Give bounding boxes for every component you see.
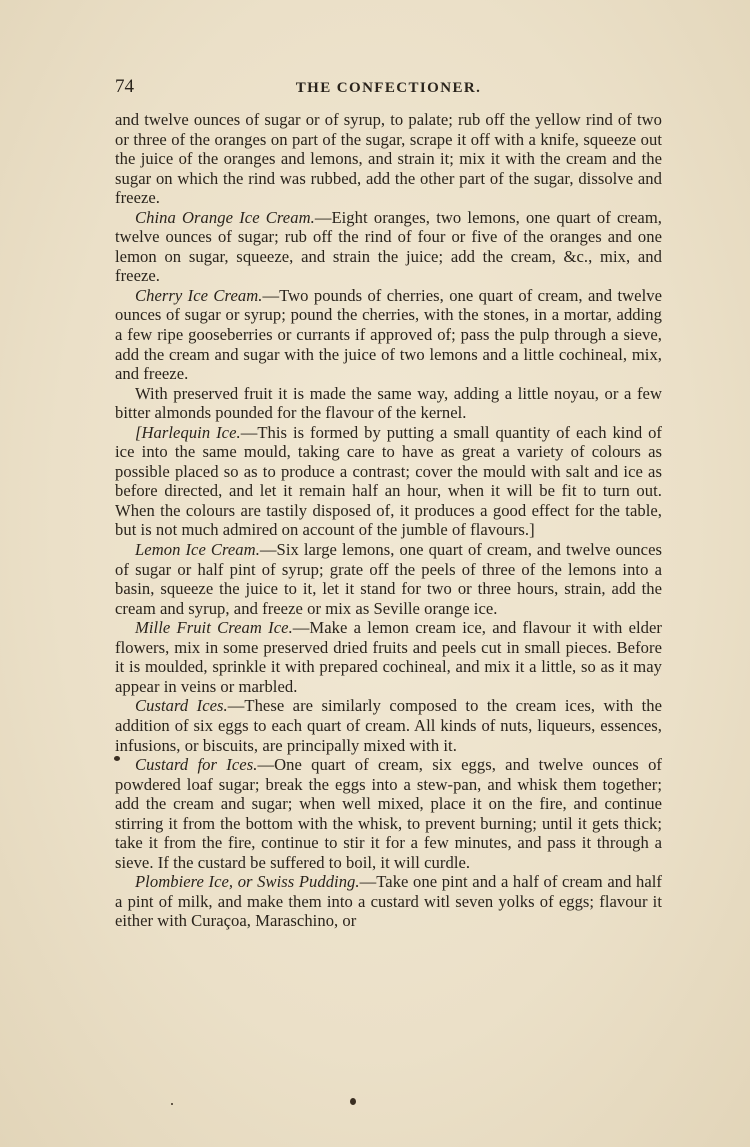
paragraph-text: and twelve ounces of sugar or of syrup, to palate; rub off the yellow rind of two or three of the oranges on part of the sugar, scrape it off with a knife, squeeze out the juice of the oranges and lemons, and strain it; mix it with the cream and the sugar on which the rind was rubbed, add the other part of the sugar, dissolve and freeze. xyxy=(115,110,662,208)
recipe-harlequin-ice xyxy=(115,423,662,540)
paragraph-preserved-fruit xyxy=(115,384,662,423)
recipe-text: —Eight oranges, two lemons, one quart of cream, twelve ounces of sugar; rub off the rind of four or five of the oranges and one lemon on sugar, squeeze, and strain the juice; add the cream, &c., mix, and freeze. xyxy=(115,207,662,286)
recipe-text: —This is formed by putting a small quantity of each kind of ice into the same mould, taking care to have as great a variety of colours as possible placed so as to produce a contrast; cover the mould with salt and ice as before directed, and let it remain half an hour, when it will be fit to turn out. When the colours are tastily disposed of, it produces a good effect for the table, but is not much admired on account of the jumble of flavours.] xyxy=(115,422,662,540)
page-number: 74 xyxy=(115,76,134,97)
recipe-mille-fruit-cream-ice xyxy=(115,618,662,696)
recipe-title: China Orange Ice Cream. xyxy=(135,207,315,227)
recipe-title: Plombiere Ice, or Swiss Pudding. xyxy=(135,872,360,892)
ink-speck xyxy=(114,756,120,761)
body-text xyxy=(115,110,662,931)
recipe-text: —Take one pint and a half of cream and half a pint of milk, and make them into a custard witl seven yolks of eggs; flavour it either with Curaçoa, Maraschino, or xyxy=(115,872,662,931)
recipe-plombiere-ice xyxy=(115,872,662,931)
recipe-custard-for-ices xyxy=(115,755,662,872)
recipe-text: —Six large lemons, one quart of cream, and twelve ounces of sugar or half pint of syrup; grate off the peels of three of the lemons into a basin, squeeze the juice to it, let it stand for two or three hours, strain, add the cream and syrup, and freeze or mix as Seville orange ice. xyxy=(115,540,662,618)
recipe-lemon-ice-cream xyxy=(115,540,662,618)
recipe-title: Mille Fruit Cream Ice. xyxy=(135,618,293,638)
recipe-text: —Two pounds of cherries, one quart of cream, and twelve ounces of sugar or syrup; pound the cherries, with the stones, in a mortar, adding a few ripe gooseberries or currants if approved of; pass the pulp through a sieve, add the cream and sugar with the juice of two lemons and a little cochineal, mix, and freeze. xyxy=(115,285,662,384)
ink-speck xyxy=(171,1103,173,1105)
recipe-text: —One quart of cream, six eggs, and twelve ounces of powdered loaf sugar; break the eggs into a stew-pan, and whisk them together; add the cream and sugar; when well mixed, place it on the fire, and continue stirring it from the bottom with the whisk, to prevent burning; until it gets thick; take it from the fire, continue to stir it for a few minutes, and pass it through a sieve. If the custard be suffered to boil, it will curdle. xyxy=(115,755,662,872)
recipe-title: Custard Ices. xyxy=(135,696,228,716)
recipe-text: —These are similarly composed to the cream ices, with the addition of six eggs to each quart of cream. All kinds of nuts, liqueurs, essences, infusions, or biscuits, are principally mixed with it. xyxy=(115,696,663,755)
paragraph-continuation xyxy=(115,110,662,208)
recipe-custard-ices xyxy=(115,696,662,755)
recipe-china-orange-ice-cream xyxy=(115,208,662,286)
book-page xyxy=(115,76,662,1076)
recipe-title: Cherry Ice Cream. xyxy=(135,285,263,305)
ink-speck xyxy=(350,1098,356,1105)
page-header xyxy=(115,76,662,98)
recipe-title: [Harlequin Ice. xyxy=(135,422,241,442)
recipe-text: —Make a lemon cream ice, and flavour it with elder flowers, mix in some preserved dried fruits and peels cut in small pieces. Before it is moulded, sprinkle it with prepared cochineal, and mix it a little, so as it may appear in veins or marbled. xyxy=(115,618,662,696)
recipe-cherry-ice-cream xyxy=(115,286,662,384)
recipe-title: Lemon Ice Cream. xyxy=(135,540,260,560)
running-head: THE CONFECTIONER. xyxy=(295,80,482,96)
paragraph-text: With preserved fruit it is made the same way, adding a little noyau, or a few bitter almonds pounded for the flavour of the kernel. xyxy=(115,383,662,423)
recipe-title: Custard for Ices. xyxy=(135,755,258,775)
